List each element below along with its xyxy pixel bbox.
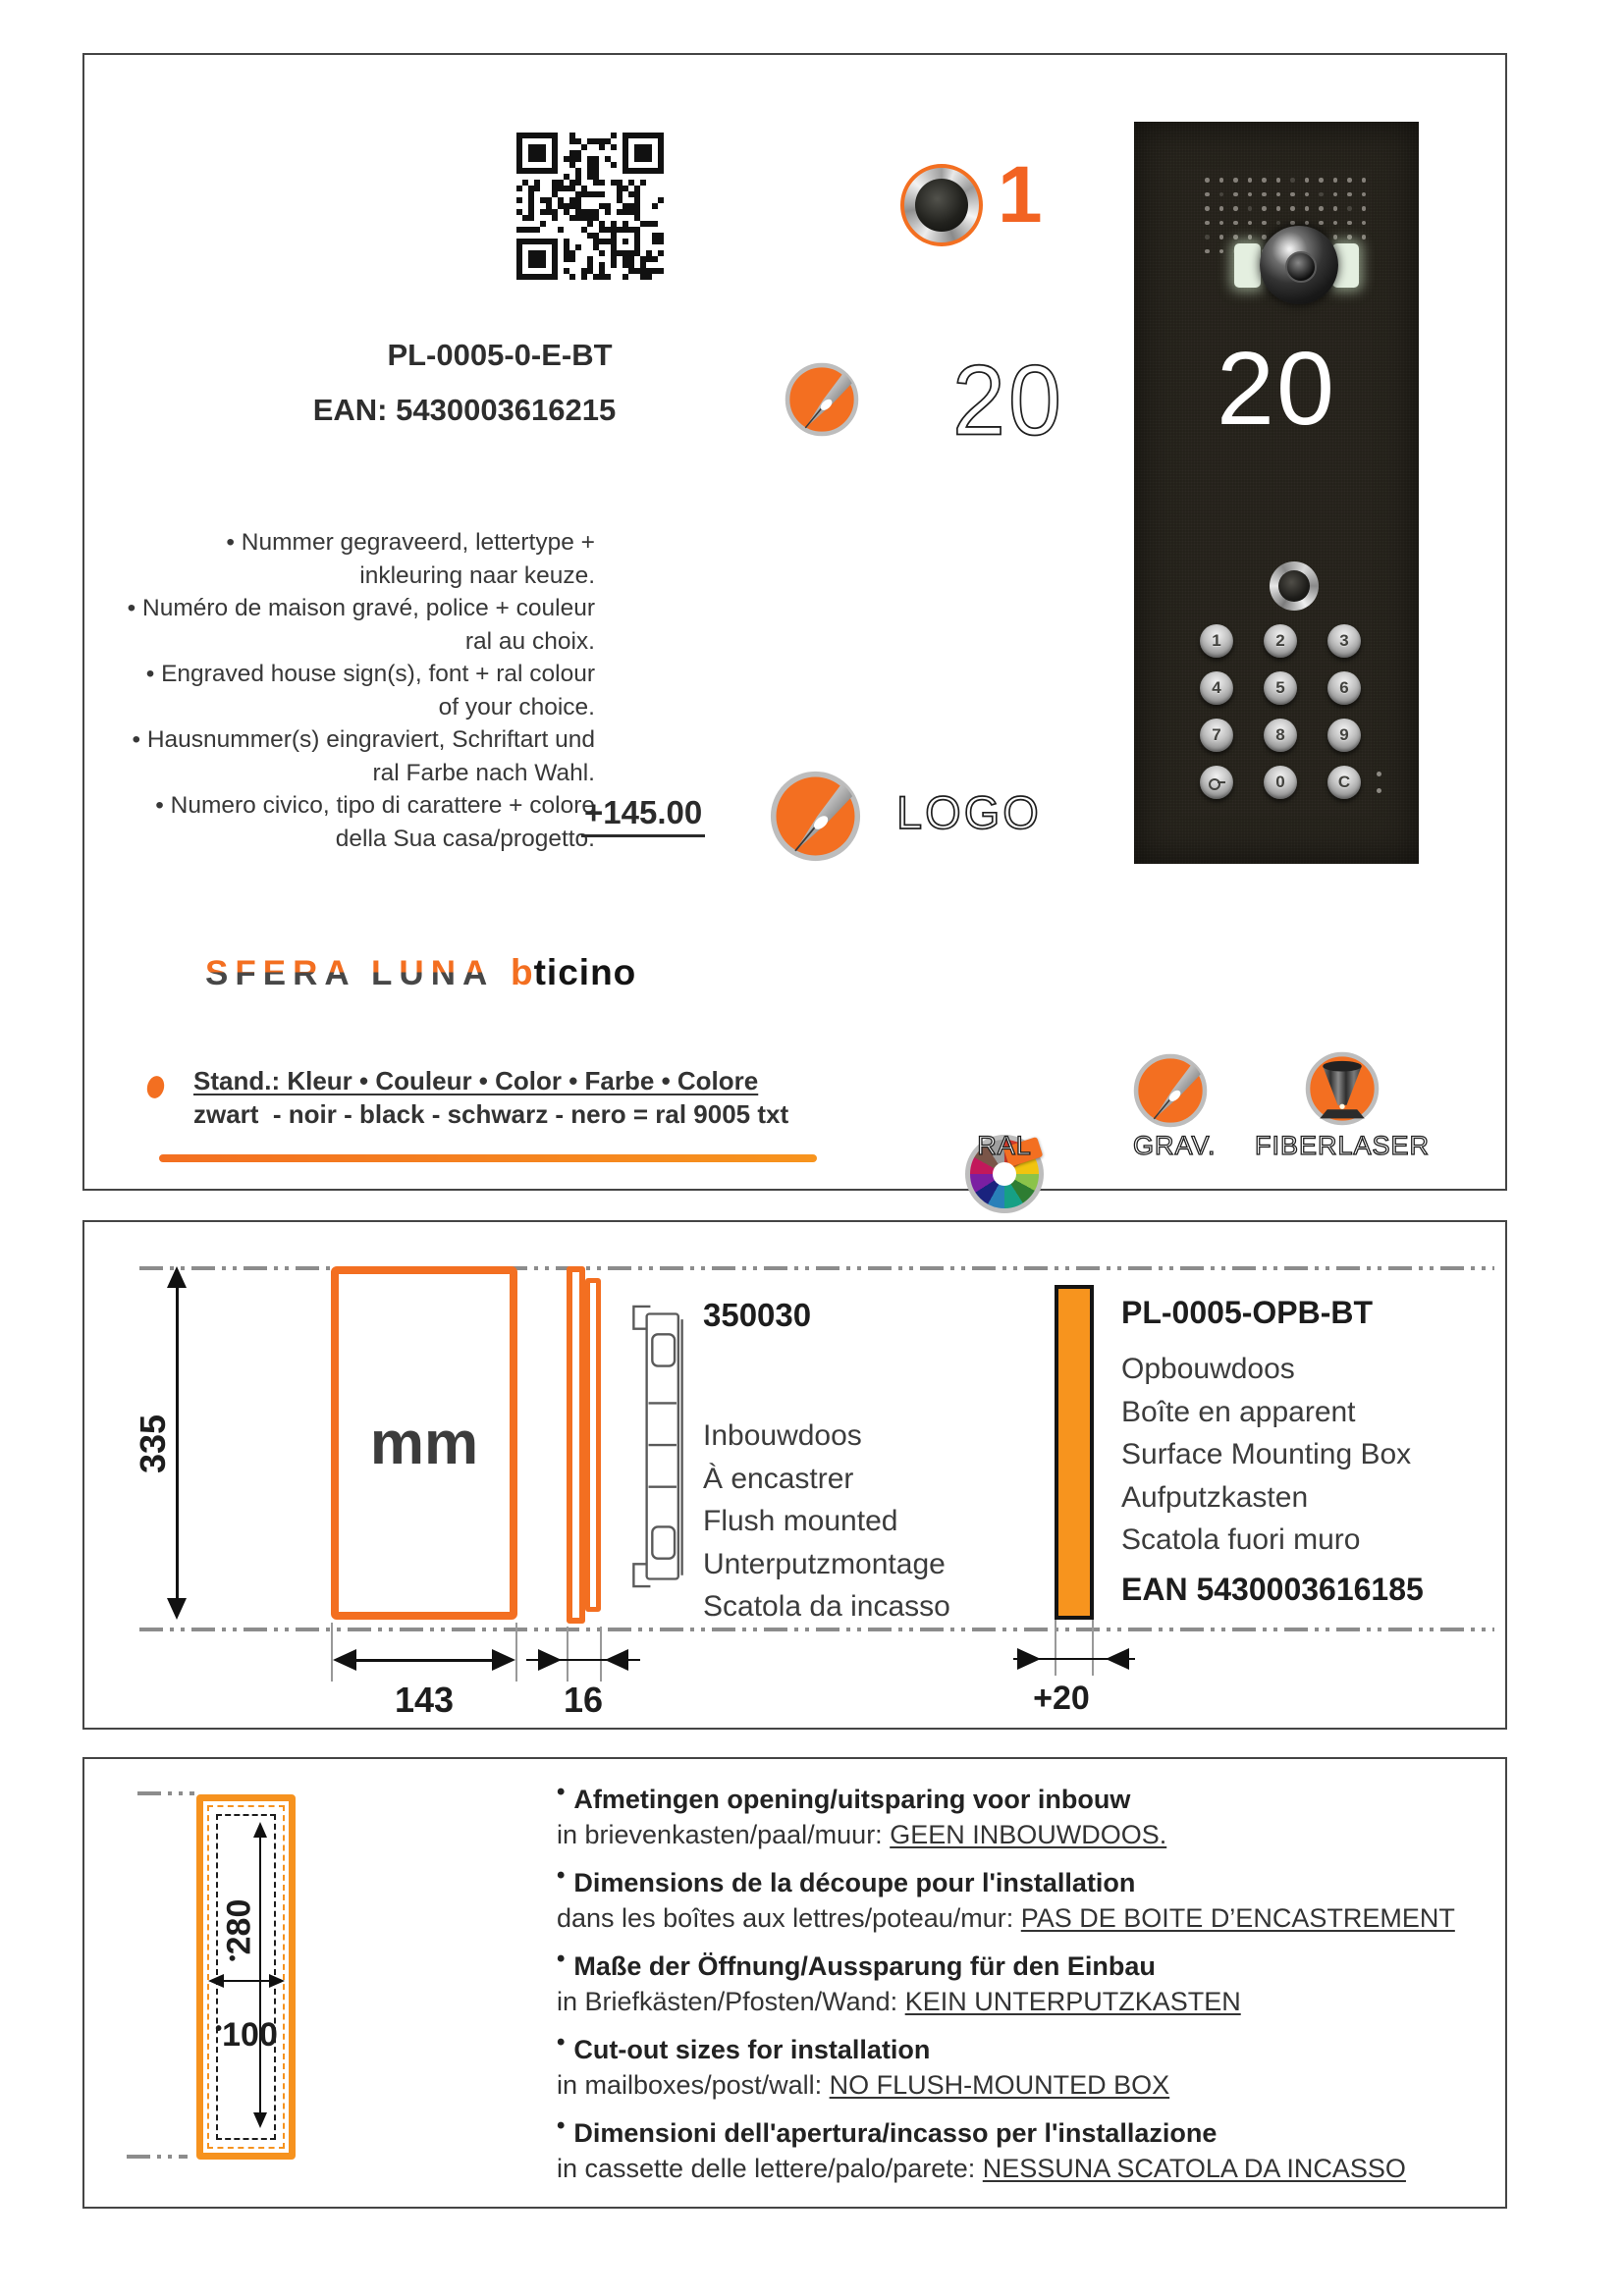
surface-desc-line: Aufputzkasten xyxy=(1121,1480,1309,1514)
cutout-width-value: 100 xyxy=(222,2016,278,2054)
centerline-bottom xyxy=(139,1628,1494,1631)
cutout-panel xyxy=(82,1757,1507,2209)
side-profile-front xyxy=(567,1266,585,1624)
dim-marker: • xyxy=(222,1954,244,1962)
keypad-button xyxy=(1200,671,1233,705)
keypad-button-label: 0 xyxy=(1275,773,1285,791)
surface-desc-line: Surface Mounting Box xyxy=(1121,1438,1412,1470)
note-underlined: PAS DE BOITE D’ENCASTREMENT xyxy=(1020,1903,1455,1933)
keypad-button xyxy=(1200,766,1233,799)
dim-arrow-depth-left xyxy=(538,1649,562,1671)
note-title: • Afmetingen opening/uitsparing voor inbouw xyxy=(557,1779,1131,1814)
product-code: PL-0005-0-E-BT xyxy=(387,338,613,372)
cutout-dim-height-label xyxy=(221,1892,259,1970)
keypad-button-label: 8 xyxy=(1275,725,1285,744)
feature-item: • Hausnummer(s) eingraviert, Schriftart und ral Farbe nach Wahl. xyxy=(132,726,595,786)
side-profile-back xyxy=(585,1278,601,1612)
call-button-image xyxy=(900,164,983,246)
dim-arrow-width xyxy=(333,1649,515,1671)
note-detail: dans les boîtes aux lettres/poteau/mur: PAS DE BOITE D’ENCASTREMENT xyxy=(557,1903,1455,1933)
dim-arrow-plus20-left xyxy=(1017,1648,1041,1670)
centerline-seg-top xyxy=(137,1791,194,1795)
flush-desc-line: Inbouwdoos xyxy=(703,1419,862,1452)
keypad-button-label: 1 xyxy=(1212,631,1221,650)
front-view xyxy=(331,1266,517,1620)
note-title: • Dimensions de la découpe pour l'installation xyxy=(557,1862,1136,1897)
note-detail: in cassette delle lettere/palo/parete: NESSUNA SCATOLA DA INCASSO xyxy=(557,2154,1406,2183)
feature-item: • Numéro de maison gravé, police + couleur ral au choix. xyxy=(127,595,595,655)
keypad-button-label: 3 xyxy=(1339,631,1349,650)
dimensions-panel xyxy=(82,1220,1507,1730)
dim-plus20-label: +20 xyxy=(1033,1680,1090,1717)
keypad-button-label: C xyxy=(1337,773,1351,791)
note-item xyxy=(557,2029,1519,2101)
note-item xyxy=(557,1946,1519,2017)
feature-item: • Numero civico, tipo di carattere + colore della Sua casa/progetto. xyxy=(155,792,595,852)
badge-fiberlaser-label: FIBERLASER xyxy=(1254,1131,1431,1160)
engraving-number-preview: 20 xyxy=(952,344,1064,456)
keypad xyxy=(1200,624,1361,799)
keypad-button-label: 6 xyxy=(1339,678,1349,697)
surface-desc-line: Boîte en apparent xyxy=(1121,1395,1356,1428)
engraving-pen-icon xyxy=(785,362,859,437)
flush-box-code: 350030 xyxy=(703,1297,812,1333)
house-number: 20 xyxy=(1217,331,1336,447)
install-notes xyxy=(557,1779,1519,2202)
surface-box-ean: EAN 5430003616185 xyxy=(1121,1572,1424,1607)
flush-box-drawing xyxy=(623,1293,693,1600)
note-underlined: KEIN UNTERPUTZKASTEN xyxy=(904,1987,1241,2016)
badge-ral-label: RAL xyxy=(977,1131,1032,1160)
keypad-button-label: 7 xyxy=(1212,725,1221,744)
dim-marker: • xyxy=(215,2018,223,2040)
dim-arrow-plus20-right xyxy=(1106,1648,1129,1670)
qr-code xyxy=(516,133,664,280)
note-underlined: NO FLUSH-MOUNTED BOX xyxy=(829,2070,1170,2100)
ean-code: EAN: 5430003616215 xyxy=(312,393,617,427)
extension-line xyxy=(600,1627,602,1682)
glow-strip-left xyxy=(1234,243,1261,288)
extension-line xyxy=(1055,1620,1056,1676)
cutout-dim-width-label xyxy=(202,2016,291,2055)
keypad-button xyxy=(1264,719,1297,752)
surface-box-code: PL-0005-OPB-BT xyxy=(1121,1295,1374,1330)
keypad-button-label: 4 xyxy=(1212,678,1221,697)
badge-grav-label: GRAV. xyxy=(1133,1131,1217,1160)
feature-list xyxy=(120,526,595,855)
keypad-button xyxy=(1327,671,1361,705)
keypad-button-label: 2 xyxy=(1275,631,1285,650)
logo-price: +145.00 xyxy=(581,794,705,837)
note-item xyxy=(557,1779,1519,1850)
dim-width-label: 143 xyxy=(394,1680,455,1720)
standard-color-value: zwart - noir - black - schwarz - nero = ral 9005 txt xyxy=(193,1099,789,1129)
keypad-button-label xyxy=(1209,778,1224,787)
note-title: • Maße der Öffnung/Aussparung für den Einbau xyxy=(557,1946,1156,1981)
note-title: • Dimensioni dell'apertura/incasso per l'installazione xyxy=(557,2112,1218,2148)
dim-arrow-depth-right xyxy=(605,1649,628,1671)
fiberlaser-icon xyxy=(1305,1051,1380,1126)
note-detail: in mailboxes/post/wall: NO FLUSH-MOUNTED BOX xyxy=(557,2070,1170,2100)
note-item xyxy=(557,2112,1519,2184)
dim-depth-label: 16 xyxy=(563,1680,604,1720)
extension-line xyxy=(567,1627,568,1682)
brand-sfera-luna: SFERA LUNA xyxy=(205,954,495,992)
bticino-rest: ticino xyxy=(533,952,637,992)
cutout-height-value: 280 xyxy=(220,1898,258,1955)
keypad-button xyxy=(1327,719,1361,752)
surface-box-descriptions xyxy=(1121,1348,1411,1562)
note-item xyxy=(557,1862,1519,1934)
button-quantity: 1 xyxy=(998,150,1043,240)
brand-bticino xyxy=(511,952,636,993)
centerline-seg-bottom xyxy=(127,2155,188,2159)
doorbell-button xyxy=(1270,561,1319,611)
surface-desc-line: Scatola fuori muro xyxy=(1121,1523,1361,1556)
keypad-button xyxy=(1264,766,1297,799)
extension-line xyxy=(515,1623,517,1682)
feature-item: • Engraved house sign(s), font + ral colour of your choice. xyxy=(145,661,595,721)
camera-lens xyxy=(1260,226,1338,304)
unit-label: mm xyxy=(369,1409,479,1477)
intercom-photo xyxy=(1134,122,1419,864)
surface-desc-line: Opbouwdoos xyxy=(1121,1353,1295,1385)
flush-desc-line: À encastrer xyxy=(703,1462,854,1495)
feature-item: • Nummer gegraveerd, lettertype + inkleuring naar keuze. xyxy=(226,529,595,589)
surface-box-bar xyxy=(1055,1285,1094,1620)
engrave-badge-icon xyxy=(1133,1053,1208,1128)
keypad-button xyxy=(1264,624,1297,658)
note-underlined: GEEN INBOUWDOOS. xyxy=(890,1820,1167,1849)
standard-color-heading: Stand.: Kleur • Couleur • Color • Farbe • Colore xyxy=(193,1066,759,1095)
keypad-button xyxy=(1200,624,1233,658)
braille-dots xyxy=(1377,772,1381,805)
flush-desc-line: Unterputzmontage xyxy=(703,1547,946,1580)
dim-height-label: 335 xyxy=(133,1414,173,1474)
cutout-dim-width-arrow xyxy=(208,1974,285,1988)
keypad-button xyxy=(1264,671,1297,705)
keypad-button-label: 9 xyxy=(1339,725,1349,744)
note-detail: in brievenkasten/paal/muur: GEEN INBOUWDOOS. xyxy=(557,1820,1167,1849)
standard-color-dot xyxy=(144,1074,166,1099)
accent-divider xyxy=(159,1154,817,1162)
logo-pen-icon xyxy=(770,771,861,862)
keypad-button xyxy=(1327,624,1361,658)
flush-desc-line: Scatola da incasso xyxy=(703,1590,950,1623)
logo-option-label: LOGO xyxy=(896,786,1042,838)
bticino-b: b xyxy=(511,952,534,992)
keypad-button xyxy=(1200,719,1233,752)
note-title: • Cut-out sizes for installation xyxy=(557,2029,931,2064)
product-panel xyxy=(82,53,1507,1191)
keypad-button xyxy=(1327,766,1361,799)
note-underlined: NESSUNA SCATOLA DA INCASSO xyxy=(982,2154,1406,2183)
flush-desc-line: Flush mounted xyxy=(703,1505,898,1537)
flush-box-descriptions xyxy=(703,1415,950,1629)
note-detail: in Briefkästen/Pfosten/Wand: KEIN UNTERPUTZKASTEN xyxy=(557,1987,1241,2016)
keypad-button-label: 5 xyxy=(1275,678,1285,697)
extension-line xyxy=(1092,1620,1094,1676)
